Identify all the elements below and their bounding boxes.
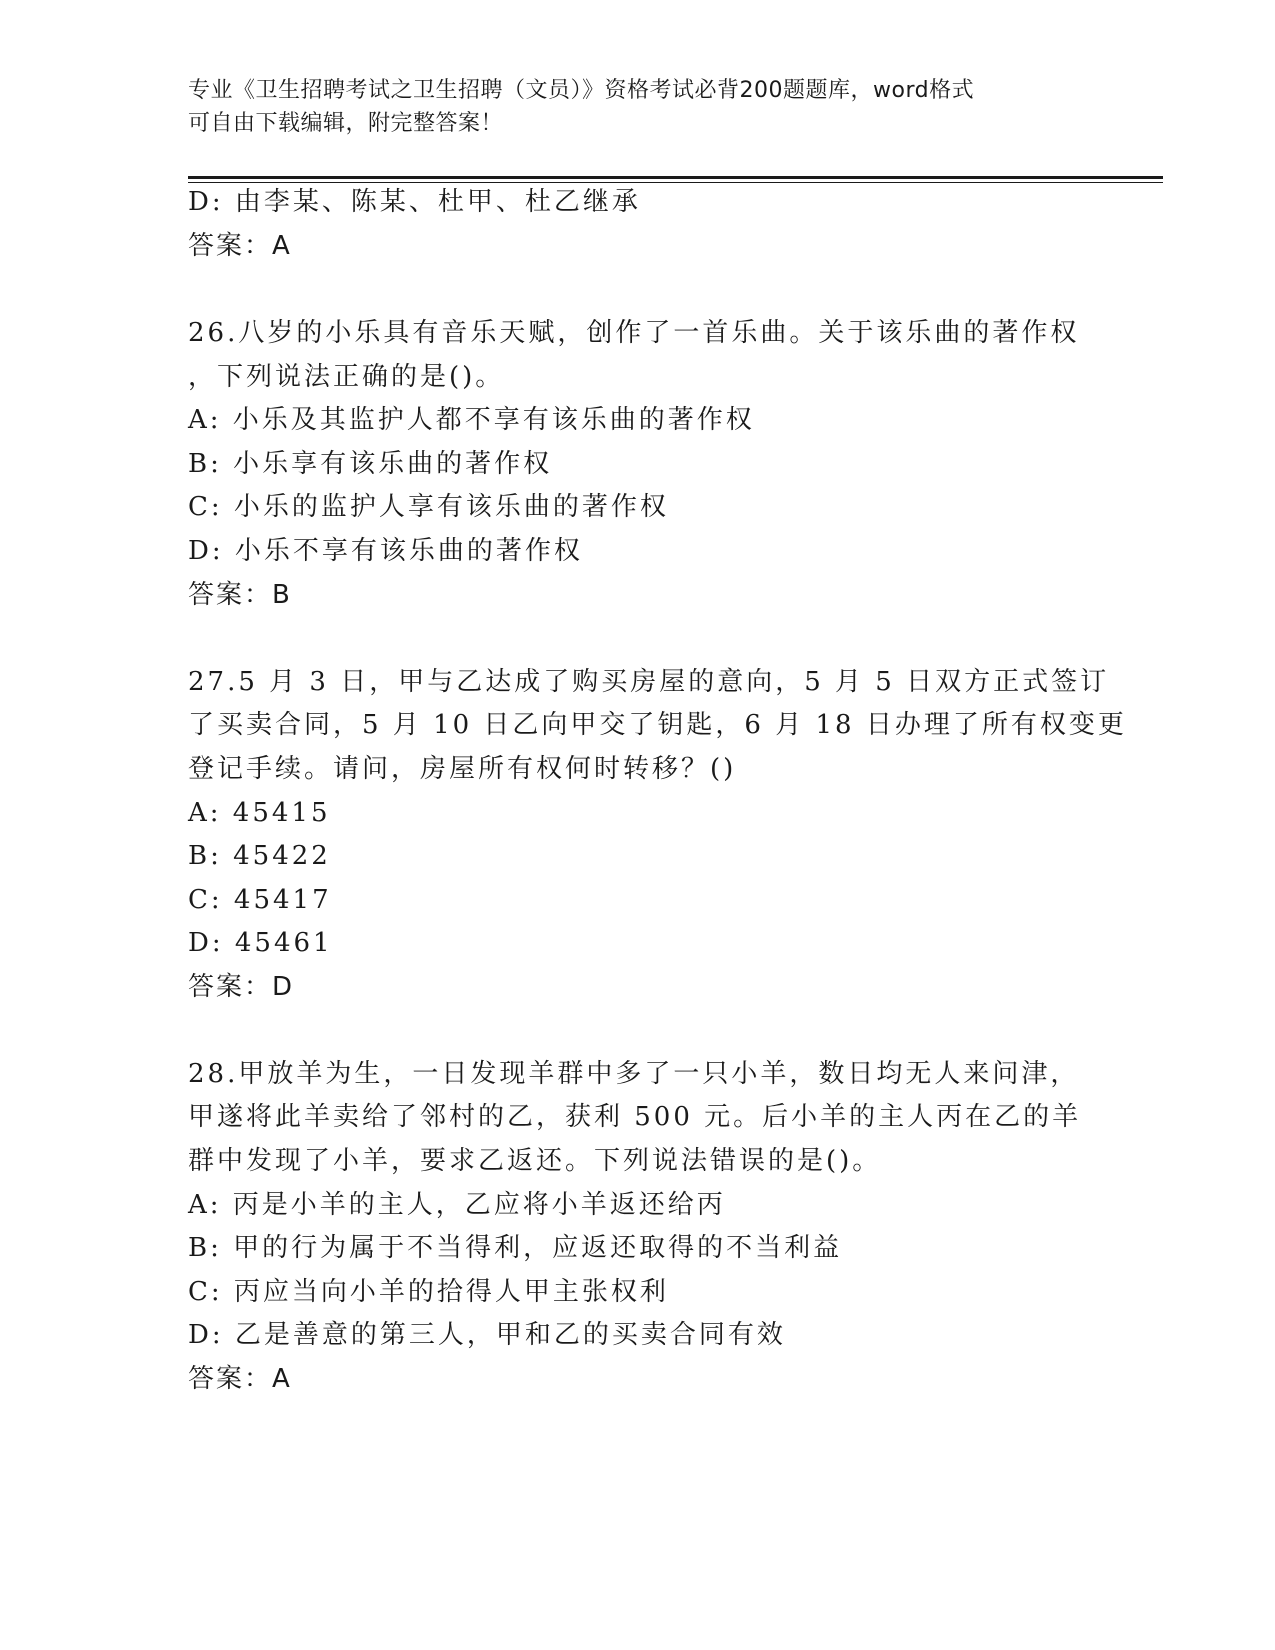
q28-option-b: B: 甲的行为属于不当得利，应返还取得的不当利益 (188, 1233, 843, 1263)
q26-stem-line-2: ，下列说法正确的是()。 (188, 362, 505, 392)
q27-stem-line-2: 了买卖合同，5 月 10 日乙向甲交了钥匙，6 月 18 日办理了所有权变更 (188, 710, 1127, 740)
q27-answer: 答案：D (188, 972, 295, 1002)
q27-option-a: A: 45415 (188, 798, 331, 828)
q28-answer: 答案：A (188, 1364, 292, 1394)
q27-stem-line-3: 登记手续。请问，房屋所有权何时转移？() (188, 754, 737, 784)
document-header (188, 74, 1088, 140)
q27-option-c: C: 45417 (188, 885, 332, 915)
q28-option-c: C: 丙应当向小羊的拾得人甲主张权利 (188, 1277, 669, 1307)
q27-option-d: D: 45461 (188, 928, 333, 958)
q26-answer: 答案：B (188, 580, 292, 610)
q28-option-d: D: 乙是善意的第三人，甲和乙的买卖合同有效 (188, 1320, 786, 1350)
header-divider-thin (188, 182, 1163, 183)
q28-stem-line-2: 甲遂将此羊卖给了邻村的乙，获利 500 元。后小羊的主人丙在乙的羊 (188, 1102, 1082, 1132)
q28-stem-line-3: 群中发现了小羊，要求乙返还。下列说法错误的是()。 (188, 1146, 882, 1176)
q28-option-a: A: 丙是小羊的主人，乙应将小羊返还给丙 (188, 1190, 726, 1220)
q28-stem-line-1: 28.甲放羊为生，一日发现羊群中多了一只小羊，数日均无人来问津， (188, 1059, 1080, 1089)
q25-option-d: D: 由李某、陈某、杜甲、杜乙继承 (188, 187, 641, 217)
q25-answer: 答案：A (188, 231, 292, 261)
q26-option-c: C: 小乐的监护人享有该乐曲的著作权 (188, 492, 669, 522)
q26-stem-line-1: 26.八岁的小乐具有音乐天赋，创作了一首乐曲。关于该乐曲的著作权 (188, 318, 1080, 348)
q27-option-b: B: 45422 (188, 841, 331, 871)
q26-option-d: D: 小乐不享有该乐曲的著作权 (188, 536, 583, 566)
q26-option-a: A: 小乐及其监护人都不享有该乐曲的著作权 (188, 405, 755, 435)
q27-stem-line-1: 27.5 月 3 日，甲与乙达成了购买房屋的意向，5 月 5 日双方正式签订 (188, 667, 1110, 697)
header-line-2: 可自由下载编辑，附完整答案！ (188, 111, 504, 136)
header-divider-thick (188, 176, 1163, 179)
header-line-1: 专业《卫生招聘考试之卫生招聘（文员）》资格考试必背200题题库，word格式 (188, 78, 975, 103)
q26-option-b: B: 小乐享有该乐曲的著作权 (188, 449, 553, 479)
